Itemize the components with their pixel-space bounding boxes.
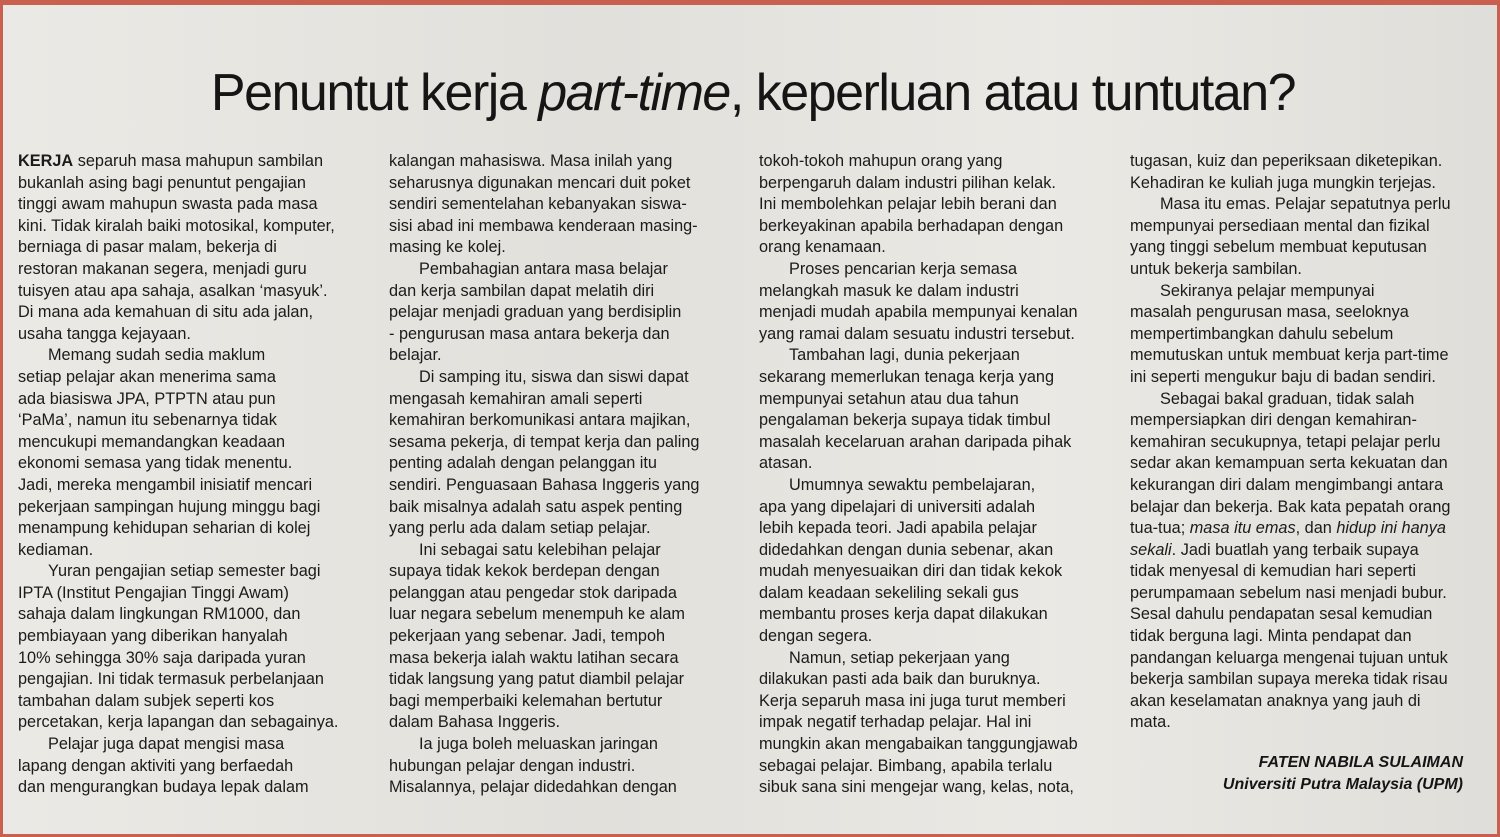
body-text-line: [1130, 367, 1475, 389]
body-text-line: [759, 216, 1104, 238]
body-text: sibuk sana sini mengejar wang, kelas, nota,: [759, 778, 1074, 797]
body-text: Di mana ada kemahuan di situ ada jalan,: [18, 303, 314, 322]
body-text-line: [18, 734, 363, 756]
body-text-line: [18, 691, 363, 713]
body-text-line: [389, 432, 734, 454]
body-text: Di samping itu, siswa dan siswi dapat: [419, 367, 689, 386]
body-text: menjadi mudah apabila mempunyai kenalan: [759, 303, 1078, 322]
body-text-line: [1130, 583, 1475, 605]
body-text: lapang dengan aktiviti yang berfaedah: [18, 756, 294, 775]
body-text: yang ramai dalam sesuatu industri tersebut.: [759, 324, 1075, 343]
body-text: kemahiran berkomunikasi antara majikan,: [389, 411, 691, 430]
body-text-line: [759, 648, 1104, 670]
body-text-line: [389, 302, 734, 324]
headline-text-end: , keperluan atau tuntutan?: [729, 64, 1296, 122]
body-text: penting adalah dengan pelanggan itu: [389, 454, 657, 473]
body-text: masing ke kolej.: [389, 238, 506, 257]
body-text-line: [389, 648, 734, 670]
body-text-line: [1130, 410, 1475, 432]
body-text-line: [389, 669, 734, 691]
body-text: percetakan, kerja lapangan dan sebagainya.: [18, 713, 339, 732]
body-text-line: [18, 151, 363, 173]
body-text-line: [18, 389, 363, 411]
body-text: mempertimbangkan dahulu sebelum: [1130, 324, 1394, 343]
body-text: yang tinggi sebelum membuat keputusan: [1130, 238, 1427, 257]
body-text-line: [1130, 626, 1475, 648]
body-text-line: [18, 518, 363, 540]
body-text: pandangan keluarga mengenai tujuan untuk: [1130, 648, 1448, 667]
body-text: Kehadiran ke kuliah juga mungkin terjejas.: [1130, 173, 1436, 192]
body-text-line: [18, 453, 363, 475]
body-text: akan keselamatan anaknya yang jauh di: [1130, 691, 1421, 710]
body-text: orang kenamaan.: [759, 238, 886, 257]
body-text: Pelajar juga dapat mengisi masa: [48, 735, 285, 754]
body-text: Sesal dahulu pendapatan sesal kemudian: [1130, 605, 1433, 624]
body-text-line: [18, 410, 363, 432]
body-text: tidak berguna lagi. Minta pendapat dan: [1130, 627, 1412, 646]
body-text-line: [1130, 648, 1475, 670]
body-text-line: [1130, 475, 1475, 497]
body-text-line: [1130, 194, 1475, 216]
body-text: berniaga di pasar malam, bekerja di: [18, 238, 277, 257]
body-text: pelajar menjadi graduan yang berdisiplin: [389, 303, 682, 322]
body-text: Kerja separuh masa ini juga turut memberi: [759, 691, 1066, 710]
body-text: perumpamaan sebelum nasi menjadi bubur.: [1130, 583, 1447, 602]
body-text: dan mengurangkan budaya lepak dalam: [18, 778, 309, 797]
body-text-line: [18, 216, 363, 238]
body-text: hubungan pelajar dengan industri.: [389, 756, 636, 775]
body-text-line: [389, 734, 734, 756]
body-text-line: [1130, 712, 1475, 734]
italic-phrase: hidup ini hanya: [1336, 519, 1446, 538]
body-text: tuisyen atau apa sahaja, asalkan ‘masyuk’.: [18, 281, 328, 300]
body-text: didedahkan dengan dunia sebenar, akan: [759, 540, 1054, 559]
body-text-line: [1130, 216, 1475, 238]
body-text: apa yang dipelajari di universiti adalah: [759, 497, 1036, 516]
body-text: , dan: [1295, 519, 1337, 538]
body-text: Ia juga boleh meluaskan jaringan: [419, 735, 658, 754]
body-text-line: [1130, 561, 1475, 583]
body-text-line: [1130, 345, 1475, 367]
body-text-line: [389, 389, 734, 411]
italic-phrase: sekali: [1130, 540, 1172, 559]
body-text: impak negatif terhadap pelajar. Hal ini: [759, 713, 1032, 732]
body-text-line: [1130, 691, 1475, 713]
body-text-line: [1130, 518, 1475, 540]
body-text-line: [18, 237, 363, 259]
body-text-line: [759, 583, 1104, 605]
body-text: usaha tangga kejayaan.: [18, 324, 191, 343]
body-text-line: [389, 691, 734, 713]
headline-text-start: Penuntut kerja: [210, 64, 539, 122]
body-text: kediaman.: [18, 540, 94, 559]
article-column-4: [1130, 151, 1475, 734]
body-text-line: [18, 345, 363, 367]
body-text: Masa itu emas. Pelajar sepatutnya perlu: [1160, 195, 1451, 214]
body-text: tokoh-tokoh mahupun orang yang: [759, 152, 1003, 170]
body-text: luar negara sebelum menempuh ke alam: [389, 605, 685, 624]
body-text-line: [759, 475, 1104, 497]
body-text-line: [389, 367, 734, 389]
body-text-line: [18, 712, 363, 734]
body-text-line: [389, 712, 734, 734]
article-column-1: [18, 151, 363, 799]
body-text-line: [18, 626, 363, 648]
body-text: yang perlu ada dalam setiap pelajar.: [389, 519, 651, 538]
body-text: ‘PaMa’, namun itu sebenarnya tidak: [18, 411, 277, 430]
body-text-line: [759, 518, 1104, 540]
body-text: pengalaman bekerja supaya tidak timbul: [759, 411, 1051, 430]
body-text-line: [1130, 151, 1475, 173]
body-text-line: [1130, 259, 1475, 281]
body-text: berkeyakinan apabila berhadapan dengan: [759, 216, 1064, 235]
body-text-line: [1130, 540, 1475, 562]
body-text: pengajian. Ini tidak termasuk perbelanjaan: [18, 670, 324, 689]
body-text-line: [759, 604, 1104, 626]
body-text: tidak menyesal di kemudian hari seperti: [1130, 562, 1416, 581]
body-text-line: [18, 432, 363, 454]
body-text-line: [18, 604, 363, 626]
body-text-line: [18, 194, 363, 216]
article-lead-word: KERJA: [18, 152, 74, 170]
body-text: tidak langsung yang patut diambil pelajar: [389, 670, 685, 689]
body-text: mengasah kemahiran amali seperti: [389, 389, 643, 408]
body-text-line: [389, 497, 734, 519]
body-text: kemahiran secukupnya, tetapi pelajar perlu: [1130, 432, 1441, 451]
body-text: pekerjaan yang sebenar. Jadi, tempoh: [389, 627, 666, 646]
body-text: masa bekerja ialah waktu latihan secara: [389, 648, 679, 667]
body-text-line: [389, 173, 734, 195]
body-text-line: [18, 669, 363, 691]
body-text: ada biasiswa JPA, PTPTN atau pun: [18, 389, 276, 408]
body-text: kini. Tidak kiralah baiki motosikal, komputer,: [18, 216, 335, 235]
body-text-line: [389, 194, 734, 216]
body-text-line: [759, 302, 1104, 324]
body-text-line: [389, 237, 734, 259]
body-text: . Jadi buatlah yang terbaik supaya: [1171, 540, 1419, 559]
body-text-line: [1130, 669, 1475, 691]
body-text: sendiri sementelahan kebanyakan siswa-: [389, 195, 687, 214]
body-text: mempunyai setahun atau dua tahun: [759, 389, 1019, 408]
body-text-line: [1130, 237, 1475, 259]
body-text: dengan segera.: [759, 627, 873, 646]
body-text-line: [759, 367, 1104, 389]
body-text-line: [759, 151, 1104, 173]
body-text-line: [759, 734, 1104, 756]
body-text-line: [1130, 389, 1475, 411]
body-text-line: [759, 540, 1104, 562]
body-text-line: [759, 777, 1104, 799]
body-text: Jadi, mereka mengambil inisiatif mencari: [18, 475, 313, 494]
body-text: Tambahan lagi, dunia pekerjaan: [789, 346, 1020, 365]
body-text: tua-tua;: [1130, 519, 1190, 538]
body-text-line: [1130, 432, 1475, 454]
body-text-line: [389, 281, 734, 303]
body-text: belajar.: [389, 346, 442, 365]
body-text-line: [759, 281, 1104, 303]
body-text: memutuskan untuk membuat kerja part-time: [1130, 346, 1449, 365]
body-text: kekurangan diri dalam mengimbangi antara: [1130, 475, 1444, 494]
body-text: mungkin akan mengabaikan tanggungjawab: [759, 735, 1078, 754]
body-text: Yuran pengajian setiap semester bagi: [48, 562, 321, 581]
body-text: mempunyai persediaan mental dan fizikal: [1130, 216, 1430, 235]
article-column-3: [759, 151, 1104, 799]
body-text: mencukupi memandangkan keadaan: [18, 432, 286, 451]
body-text: ekonomi semasa yang tidak menentu.: [18, 454, 293, 473]
body-text: sesama pekerja, di tempat kerja dan paling: [389, 432, 700, 451]
body-text: bukanlah asing bagi penuntut pengajian: [18, 173, 306, 192]
body-text: baik misalnya adalah satu aspek penting: [389, 497, 683, 516]
body-text: Namun, setiap pekerjaan yang: [789, 648, 1010, 667]
body-text: IPTA (Institut Pengajian Tinggi Awam): [18, 583, 289, 602]
body-text-line: [759, 453, 1104, 475]
body-text: dan kerja sambilan dapat melatih diri: [389, 281, 655, 300]
body-text: dalam Bahasa Inggeris.: [389, 713, 561, 732]
body-text: supaya tidak kekok berdepan dengan: [389, 562, 660, 581]
body-text-line: [389, 151, 734, 173]
body-text: sekarang memerlukan tenaga kerja yang: [759, 367, 1055, 386]
body-text-line: [1130, 281, 1475, 303]
body-text: dalam keadaan sekeliling sekali gus: [759, 583, 1019, 602]
body-text: restoran makanan segera, menjadi guru: [18, 259, 307, 278]
body-text-line: [389, 345, 734, 367]
body-text-line: [389, 259, 734, 281]
body-text: sisi abad ini membawa kenderaan masing-: [389, 216, 698, 235]
body-text: tinggi awam mahupun swasta pada masa: [18, 195, 318, 214]
body-text-line: [759, 756, 1104, 778]
author-affiliation: Universiti Putra Malaysia (UPM): [1222, 776, 1463, 793]
body-text-line: [389, 540, 734, 562]
body-text: Sekiranya pelajar mempunyai: [1160, 281, 1375, 300]
body-text-line: [389, 324, 734, 346]
body-text-line: [18, 259, 363, 281]
body-text-line: [759, 497, 1104, 519]
body-text-line: [759, 194, 1104, 216]
body-text-line: [759, 173, 1104, 195]
body-text-line: [18, 583, 363, 605]
body-text-line: [18, 367, 363, 389]
article-column-2: [389, 151, 734, 799]
body-text-line: [1130, 324, 1475, 346]
body-text: Misalannya, pelajar didedahkan dengan: [389, 778, 677, 797]
body-text-line: [18, 497, 363, 519]
body-text: belajar dan bekerja. Bak kata pepatah orang: [1130, 497, 1451, 516]
body-text-line: [759, 669, 1104, 691]
body-text-line: [389, 561, 734, 583]
body-text: masalah kecelaruan arahan daripada pihak: [759, 432, 1072, 451]
body-text-line: [389, 604, 734, 626]
body-text-line: [1130, 453, 1475, 475]
body-text: mudah menyesuaikan diri dan tidak kekok: [759, 562, 1063, 581]
body-text-line: [18, 173, 363, 195]
body-text-line: [18, 648, 363, 670]
body-text: pekerjaan sampingan hujung minggu bagi: [18, 497, 321, 516]
body-text-line: [18, 475, 363, 497]
italic-phrase: masa itu emas: [1189, 519, 1296, 538]
body-text-line: [389, 777, 734, 799]
body-text: 10% sehingga 30% saja daripada yuran: [18, 648, 306, 667]
body-text-line: [759, 691, 1104, 713]
body-text: sebagai pelajar. Bimbang, apabila terlalu: [759, 756, 1053, 775]
body-text: berpengaruh dalam industri pilihan kelak.: [759, 173, 1056, 192]
body-text: mempersiapkan diri dengan kemahiran-: [1130, 411, 1417, 430]
body-text: Ini sebagai satu kelebihan pelajar: [419, 540, 661, 559]
body-text: seharusnya digunakan mencari duit poket: [389, 173, 691, 192]
body-text-line: [759, 410, 1104, 432]
body-text-line: [1130, 173, 1475, 195]
body-text-line: [18, 561, 363, 583]
body-text-line: [759, 389, 1104, 411]
body-text: dilakukan pasti ada baik dan buruknya.: [759, 670, 1041, 689]
body-text-line: [18, 302, 363, 324]
body-text: Ini membolehkan pelajar lebih berani dan: [759, 195, 1057, 214]
body-text: - pengurusan masa antara bekerja dan: [389, 324, 670, 343]
body-text: separuh masa mahupun sambilan: [73, 152, 323, 170]
body-text-line: [759, 324, 1104, 346]
body-text: tugasan, kuiz dan peperiksaan diketepikan.: [1130, 152, 1443, 170]
body-text-line: [18, 324, 363, 346]
body-text-line: [759, 626, 1104, 648]
body-text-line: [18, 540, 363, 562]
body-text-line: [389, 475, 734, 497]
body-text-line: [389, 756, 734, 778]
body-text-line: [1130, 604, 1475, 626]
body-text-line: [389, 518, 734, 540]
body-text-line: [1130, 302, 1475, 324]
body-text: pelanggan atau pengedar stok daripada: [389, 583, 677, 602]
body-text-line: [759, 712, 1104, 734]
body-text: sahaja dalam lingkungan RM1000, dan: [18, 605, 301, 624]
body-text: tambahan dalam subjek seperti kos: [18, 691, 275, 710]
body-text: Pembahagian antara masa belajar: [419, 259, 668, 278]
body-text-line: [18, 281, 363, 303]
body-text: kalangan mahasiswa. Masa inilah yang: [389, 152, 673, 170]
body-text: masalah pengurusan masa, seeloknya: [1130, 303, 1409, 322]
body-text: mata.: [1130, 713, 1171, 732]
headline-italic-term: part-time: [538, 64, 730, 122]
body-text-line: [759, 259, 1104, 281]
article-headline: [3, 53, 1500, 133]
body-text-line: [389, 626, 734, 648]
body-text: pembiayaan yang diberikan hanyalah: [18, 627, 288, 646]
body-text: atasan.: [759, 454, 813, 473]
body-text: menampung kehidupan seharian di kolej: [18, 519, 311, 538]
body-text: sedar akan kemampuan serta kekuatan dan: [1130, 454, 1448, 473]
body-text-line: [759, 561, 1104, 583]
body-text-line: [1130, 497, 1475, 519]
body-text-line: [759, 237, 1104, 259]
author-name: FATEN NABILA SULAIMAN: [1258, 754, 1463, 771]
body-text-line: [759, 432, 1104, 454]
body-text: setiap pelajar akan menerima sama: [18, 367, 276, 386]
body-text: bekerja sambilan supaya mereka tidak risau: [1130, 670, 1448, 689]
body-text: ini seperti mengukur baju di badan sendiri.: [1130, 367, 1436, 386]
body-text: bagi memperbaiki kelemahan bertutur: [389, 691, 663, 710]
body-text-line: [389, 216, 734, 238]
body-text: membantu proses kerja dapat dilakukan: [759, 605, 1048, 624]
body-text-line: [18, 777, 363, 799]
body-text-line: [759, 345, 1104, 367]
body-text-line: [389, 453, 734, 475]
body-text: melangkah masuk ke dalam industri: [759, 281, 1019, 300]
body-text: Sebagai bakal graduan, tidak salah: [1160, 389, 1415, 408]
body-text: untuk bekerja sambilan.: [1130, 259, 1302, 278]
body-text: lebih kepada teori. Jadi apabila pelajar: [759, 519, 1037, 538]
body-text: Umumnya sewaktu pembelajaran,: [789, 475, 1036, 494]
body-text-line: [389, 410, 734, 432]
body-text-line: [389, 583, 734, 605]
body-text: Memang sudah sedia maklum: [48, 346, 266, 365]
body-text: Proses pencarian kerja semasa: [789, 259, 1018, 278]
body-text-line: [18, 756, 363, 778]
body-text: sendiri. Penguasaan Bahasa Inggeris yang: [389, 475, 700, 494]
